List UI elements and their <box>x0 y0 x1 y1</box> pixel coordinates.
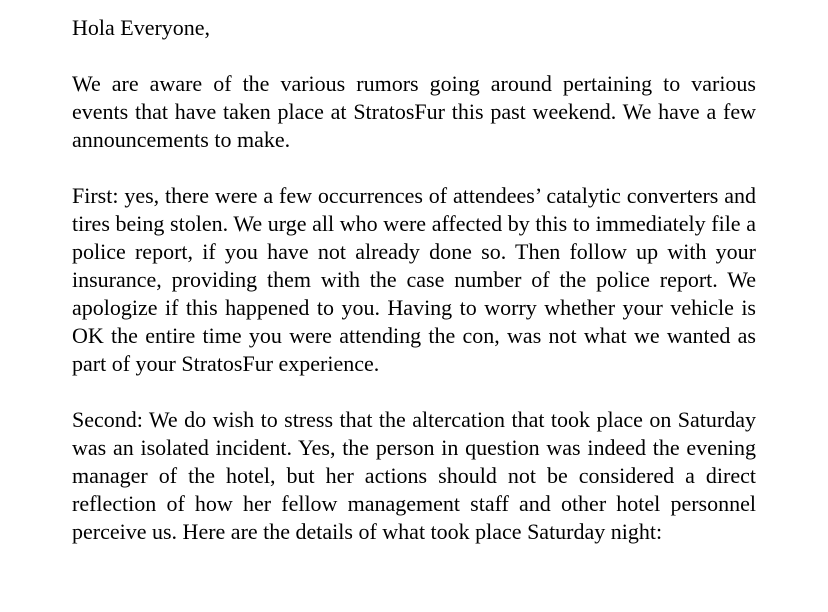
paragraph-first-theft-announcement: First: yes, there were a few occurrences of attendees’ catalytic converters and tires being stolen. We urge all who were affected by this to immediately file a police report, if you have not already done so. Then follow up with your insurance, providing them with the case number of the police report. We apologize if this happened to you. Having to worry whether your vehicle is OK the entire time you were attending the con, was not what we wanted as part of your StratosFur experience. <box>72 183 756 376</box>
paragraph-second-altercation-announcement: Second: We do wish to stress that the altercation that took place on Saturday was an isolated incident. Yes, the person in question was indeed the evening manager of the hotel, but her actions should not be considered a direct reflection of how her fellow management staff and other hotel personnel perceive us. Here are the details of what took place Saturday night: <box>72 407 756 544</box>
greeting-line: Hola Everyone, <box>72 15 211 40</box>
paragraph-intro-rumors: We are aware of the various rumors going around pertaining to various events that have taken place at StratosFur this past weekend. We have a few announcements to make. <box>72 71 756 152</box>
